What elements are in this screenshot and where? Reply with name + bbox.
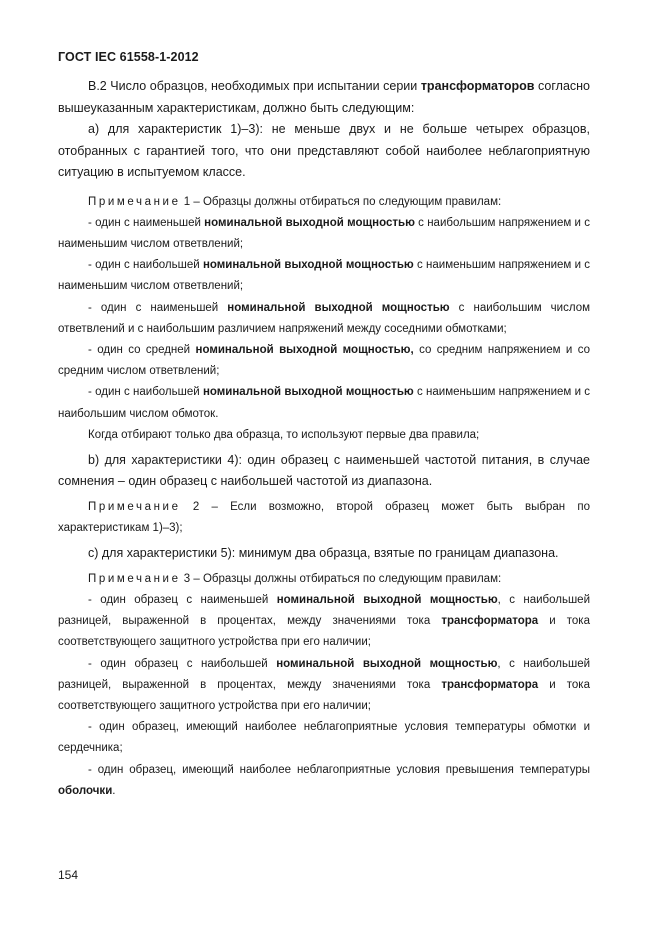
- rule-text: со средним напряжением и со средним числом ответвлений;: [58, 343, 590, 378]
- note-3-rule: - один образец, имеющий наиболее неблагоприятные условия температуры обмотки и сердечника;: [58, 721, 590, 755]
- note-1-rule: [58, 340, 590, 382]
- term-transformers: трансформаторов: [420, 79, 535, 93]
- note-2: [58, 497, 590, 539]
- rule-term: номинальной выходной мощностью: [202, 259, 414, 272]
- note-label: Примечание: [88, 572, 181, 585]
- note-1-rule: [58, 213, 590, 255]
- note-text: 2 – Если возможно, второй образец может быть выбран по характеристикам 1)–3);: [58, 500, 590, 535]
- note-1-rule: [58, 382, 590, 424]
- note-3-rule: [58, 590, 590, 654]
- rule-term: трансформатора: [441, 615, 539, 628]
- note-3-rule: [58, 760, 590, 802]
- rule-text: с наибольшим напряжением и с наименьшим числом ответвлений;: [58, 216, 590, 250]
- note-3-rule: [58, 654, 590, 718]
- note-text: 3 – Образцы должны отбираться по следующим правилам:: [180, 572, 502, 585]
- rule-text: и тока соответствующего защитного устройства при его наличии;: [58, 615, 590, 649]
- rule-text: , с наибольшей разницей, выраженной в процентах, между значениями тока: [58, 594, 590, 628]
- rule-text: - один образец, имеющий наиболее неблагоприятные условия превышения температуры: [88, 763, 590, 776]
- note-3-heading: [58, 569, 590, 590]
- rule-text: с наименьшим напряжением и с наибольшим числом обмоток.: [58, 386, 591, 420]
- note-label: Примечание: [88, 195, 181, 208]
- rule-text: , с наибольшей разницей, выраженной в процентах, между значениями тока: [58, 657, 591, 691]
- rule-text: - один с наибольшей: [88, 259, 203, 272]
- note-1-heading: [58, 192, 590, 213]
- rule-text: с наибольшим числом ответвлений и с наибольшим различием напряжений между соседними обмотками;: [58, 301, 590, 335]
- rule-term: трансформатора: [441, 678, 539, 691]
- note-1-closing: Когда отбирают только два образца, то используют первые два правила;: [88, 428, 480, 441]
- paragraph-text: согласно вышеуказанным характеристикам, должно быть следующим:: [58, 79, 590, 115]
- note-1-rule: [58, 255, 590, 297]
- note-text: 1 – Образцы должны отбираться по следующим правилам:: [180, 195, 502, 208]
- rule-term: номинальной выходной мощностью,: [195, 343, 414, 356]
- rule-term: номинальной выходной мощностью: [204, 216, 415, 229]
- document-header: ГОСТ IEC 61558-1-2012: [58, 50, 199, 64]
- page-number: 154: [58, 868, 79, 882]
- document-body: [58, 76, 590, 802]
- rule-term: номинальной выходной мощностью: [202, 386, 414, 399]
- rule-text: - один с наименьшей: [88, 216, 205, 229]
- rule-term: номинальной выходной мощностью: [227, 301, 450, 314]
- rule-term: номинальной выходной мощностью: [276, 594, 498, 607]
- rule-text: - один с наибольшей: [88, 386, 203, 399]
- rule-text: - один образец с наибольшей: [88, 657, 277, 670]
- rule-text: .: [112, 784, 116, 797]
- rule-term: оболочки: [58, 784, 113, 797]
- rule-term: номинальной выходной мощностью: [276, 657, 498, 670]
- item-c: с) для характеристики 5): минимум два образца, взятые по границам диапазона.: [88, 546, 559, 561]
- item-b: b) для характеристики 4): один образец с наименьшей частотой питания, в случае сомнения – один образец с наибольшей частотой из диапазона.: [58, 452, 590, 489]
- item-a: а) для характеристик 1)–3): не меньше двух и не больше четырех образцов, отобранных с гарантией того, что они представляют собой наиболее неблагоприятную ситуацию в испытуемом классе.: [58, 122, 590, 179]
- note-1-rule: [58, 298, 590, 340]
- paragraph-text: В.2 Число образцов, необходимых при испытании серии: [88, 79, 421, 93]
- rule-text: - один образец с наименьшей: [88, 594, 277, 607]
- rule-text: с наименьшим напряжением и с наименьшим числом ответвлений;: [58, 259, 591, 293]
- rule-text: и тока соответствующего защитного устройства при его наличии;: [58, 678, 590, 713]
- paragraph-b2: [58, 76, 590, 119]
- rule-text: - один с наименьшей: [88, 301, 228, 314]
- note-label: Примечание: [88, 500, 181, 513]
- rule-text: - один со средней: [88, 343, 196, 356]
